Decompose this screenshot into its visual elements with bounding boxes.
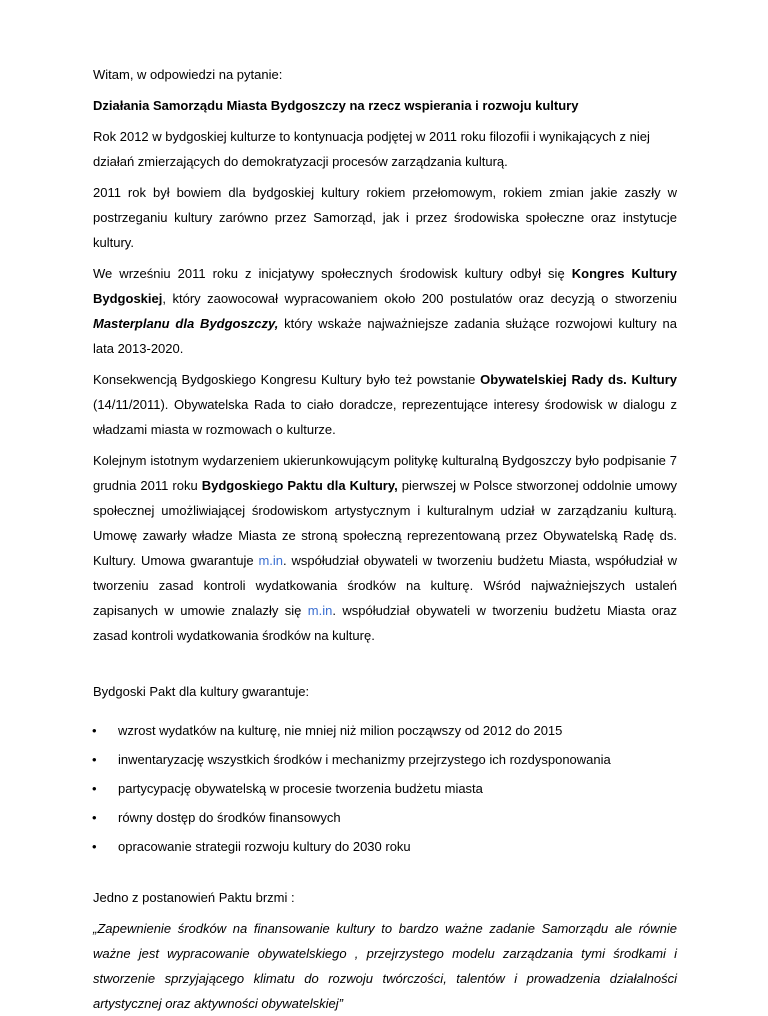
bullet-icon: • [92, 781, 97, 796]
intro-text: Witam, w odpowiedzi na pytanie: [93, 67, 283, 82]
list-item-text: inwentaryzację wszystkich środków i mechanizmy przejrzystego ich rozdysponowania [118, 752, 611, 767]
quote-body: „Zapewnienie środków na finansowanie kultury to bardzo ważne zadanie Samorządu ale równie ważne jest wypracowanie obywatelskiego , przejrzystego modelu zarządzania tymi środkami i stworzenie sprzyjającego klimatu do rozwoju twórczości, talentów i prowadzenia działalności artystycznej oraz aktywności obywatelskiej” [93, 921, 677, 1011]
paragraph-2: 2011 rok był bowiem dla bydgoskiej kultury rokiem przełomowym, rokiem zmian jakie zaszły w postrzeganiu kultury zarówno przez Samorząd, jak i przez środowiska społeczne oraz instytucje kultury. [93, 185, 677, 250]
paragraph-5-text-c: pierwszej w Polsce stworzonej oddolnie umowy społecznej umożliwiającej środowiskom artystycznym i kulturalnym udział w zarządzaniu kulturą. Umowę zawarły władze Miasta ze stroną społeczną reprezentowaną przez Obywatelską Radę ds. Kultury. Umowa gwarantuje [93, 478, 677, 568]
document-page [93, 62, 677, 1016]
list-item-text: równy dostęp do środków finansowych [118, 810, 341, 825]
paragraph-4-text-c: (14/11/2011). Obywatelska Rada to ciało doradcze, reprezentujące interesy środowisk w dialogu z władzami miasta w rozmowach o kulturze. [93, 397, 677, 437]
kongres-name: Kongres Kultury Bydgoskiej [93, 266, 678, 306]
paragraph-1-line-2: działań zmierzających do demokratyzacji procesów zarządzania kulturą. [93, 154, 508, 169]
rada-name: Obywatelskiej Rady ds. Kultury [480, 372, 677, 387]
pakt-name: Bydgoskiego Paktu dla Kultury, [201, 478, 398, 493]
paragraph-5-text-d: . współudział obywateli w tworzeniu budżetu Miasta, współudział w tworzeniu zasad kontroli wydatkowania środków na kulturę. Wśród najważniejszych ustaleń zapisanych w umowie znalazły się [93, 553, 677, 618]
paragraph-3 [93, 261, 677, 361]
paragraph-3-text-e: który wskaże najważniejsze zadania służące rozwojowi kultury na lata 2013-2020. [93, 316, 677, 356]
paragraph-4 [93, 367, 677, 442]
list-item [93, 834, 677, 863]
bullet-icon: • [92, 752, 97, 767]
list-item [93, 805, 677, 834]
pakt-intro: Bydgoski Pakt dla kultury gwarantuje: [93, 684, 310, 699]
list-item [93, 718, 677, 747]
paragraph-5-text-e: . współudział obywateli w tworzeniu budżetu Miasta oraz zasad kontroli wydatkowania środków na kulturę. [93, 603, 677, 643]
paragraph-4-text-a: Konsekwencją Bydgoskiego Kongresu Kultury było też powstanie [93, 372, 481, 387]
quote-text [93, 916, 677, 1016]
paragraph-3-text-c: , który zaowocował wypracowaniem około 200 postulatów oraz decyzją o stworzeniu [162, 291, 677, 306]
document-heading [93, 93, 677, 118]
bullet-icon: • [92, 723, 97, 738]
postanowienie-text: Jedno z postanowień Paktu brzmi : [93, 890, 295, 905]
paragraph-5 [93, 448, 677, 648]
paragraph-5-text-a: Kolejnym istotnym wydarzeniem ukierunkowującym politykę kulturalną Bydgoszczy było podpisanie 7 grudnia 2011 roku [93, 453, 677, 493]
heading-text: Działania Samorządu Miasta Bydgoszczy na rzecz wspierania i rozwoju kultury [93, 98, 579, 113]
list-item-text: opracowanie strategii rozwoju kultury do 2030 roku [118, 839, 411, 854]
paragraph-3-text-a: We wrześniu 2011 roku z inicjatywy społecznych środowisk kultury odbył się [93, 266, 572, 281]
list-item-text: partycypację obywatelską w procesie tworzenia budżetu miasta [118, 781, 483, 796]
bullet-icon: • [92, 839, 97, 854]
paragraph-1 [93, 124, 677, 174]
bullet-icon: • [92, 810, 97, 825]
guarantees-list [93, 718, 677, 863]
list-item [93, 776, 677, 805]
list-item [93, 747, 677, 776]
min-link-2[interactable]: m.in [307, 603, 333, 618]
list-item-text: wzrost wydatków na kulturę, nie mniej niż milion począwszy od 2012 do 2015 [118, 723, 563, 738]
paragraph-1-line-1: Rok 2012 w bydgoskiej kulturze to kontynuacja podjętej w 2011 roku filozofii i wynikających z niej [93, 129, 650, 144]
masterplan-name: Masterplanu dla Bydgoszczy, [93, 316, 279, 331]
min-link-1[interactable]: m.in [258, 553, 284, 568]
